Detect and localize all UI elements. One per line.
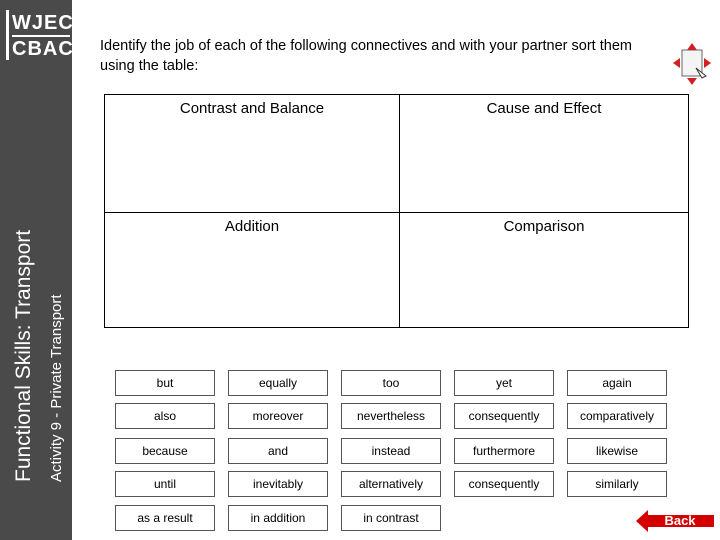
word-card[interactable]: comparatively [567, 403, 667, 429]
word-card[interactable]: but [115, 370, 215, 396]
word-card[interactable]: furthermore [454, 438, 554, 464]
word-card[interactable]: and [228, 438, 328, 464]
activity-title: Activity 9 - Private Transport [48, 294, 65, 482]
instructions: Identify the job of each of the following connectives and with your partner sort them using the table: [100, 38, 632, 74]
header-cause-effect: Cause and Effect [486, 100, 602, 117]
word-card[interactable]: as a result [115, 505, 215, 531]
word-card[interactable]: alternatively [341, 471, 441, 497]
sidebar [0, 0, 72, 540]
word-card[interactable]: similarly [567, 471, 667, 497]
word-card[interactable]: inevitably [228, 471, 328, 497]
word-card[interactable]: too [341, 370, 441, 396]
header-addition: Addition [224, 218, 280, 235]
word-card[interactable]: nevertheless [341, 403, 441, 429]
word-card[interactable]: because [115, 438, 215, 464]
logo-line-1: WJEC [12, 12, 74, 34]
logo-line-2: CBAC [12, 38, 74, 60]
navigation-arrows-icon[interactable] [670, 42, 714, 86]
back-button[interactable]: Back [664, 513, 696, 528]
word-card[interactable]: in addition [228, 505, 328, 531]
word-card[interactable]: again [567, 370, 667, 396]
word-card[interactable]: likewise [567, 438, 667, 464]
header-comparison: Comparison [503, 218, 585, 235]
word-card[interactable]: consequently [454, 403, 554, 429]
word-card[interactable]: in contrast [341, 505, 441, 531]
word-card[interactable]: moreover [228, 403, 328, 429]
header-contrast-balance: Contrast and Balance [179, 100, 325, 117]
sorting-table [104, 94, 689, 328]
word-card[interactable]: until [115, 471, 215, 497]
word-card[interactable]: instead [341, 438, 441, 464]
word-card[interactable]: equally [228, 370, 328, 396]
wjec-cbac-logo [4, 6, 74, 64]
word-card[interactable]: yet [454, 370, 554, 396]
word-card[interactable]: consequently [454, 471, 554, 497]
word-card[interactable]: also [115, 403, 215, 429]
course-title: Functional Skills: Transport [12, 229, 35, 482]
